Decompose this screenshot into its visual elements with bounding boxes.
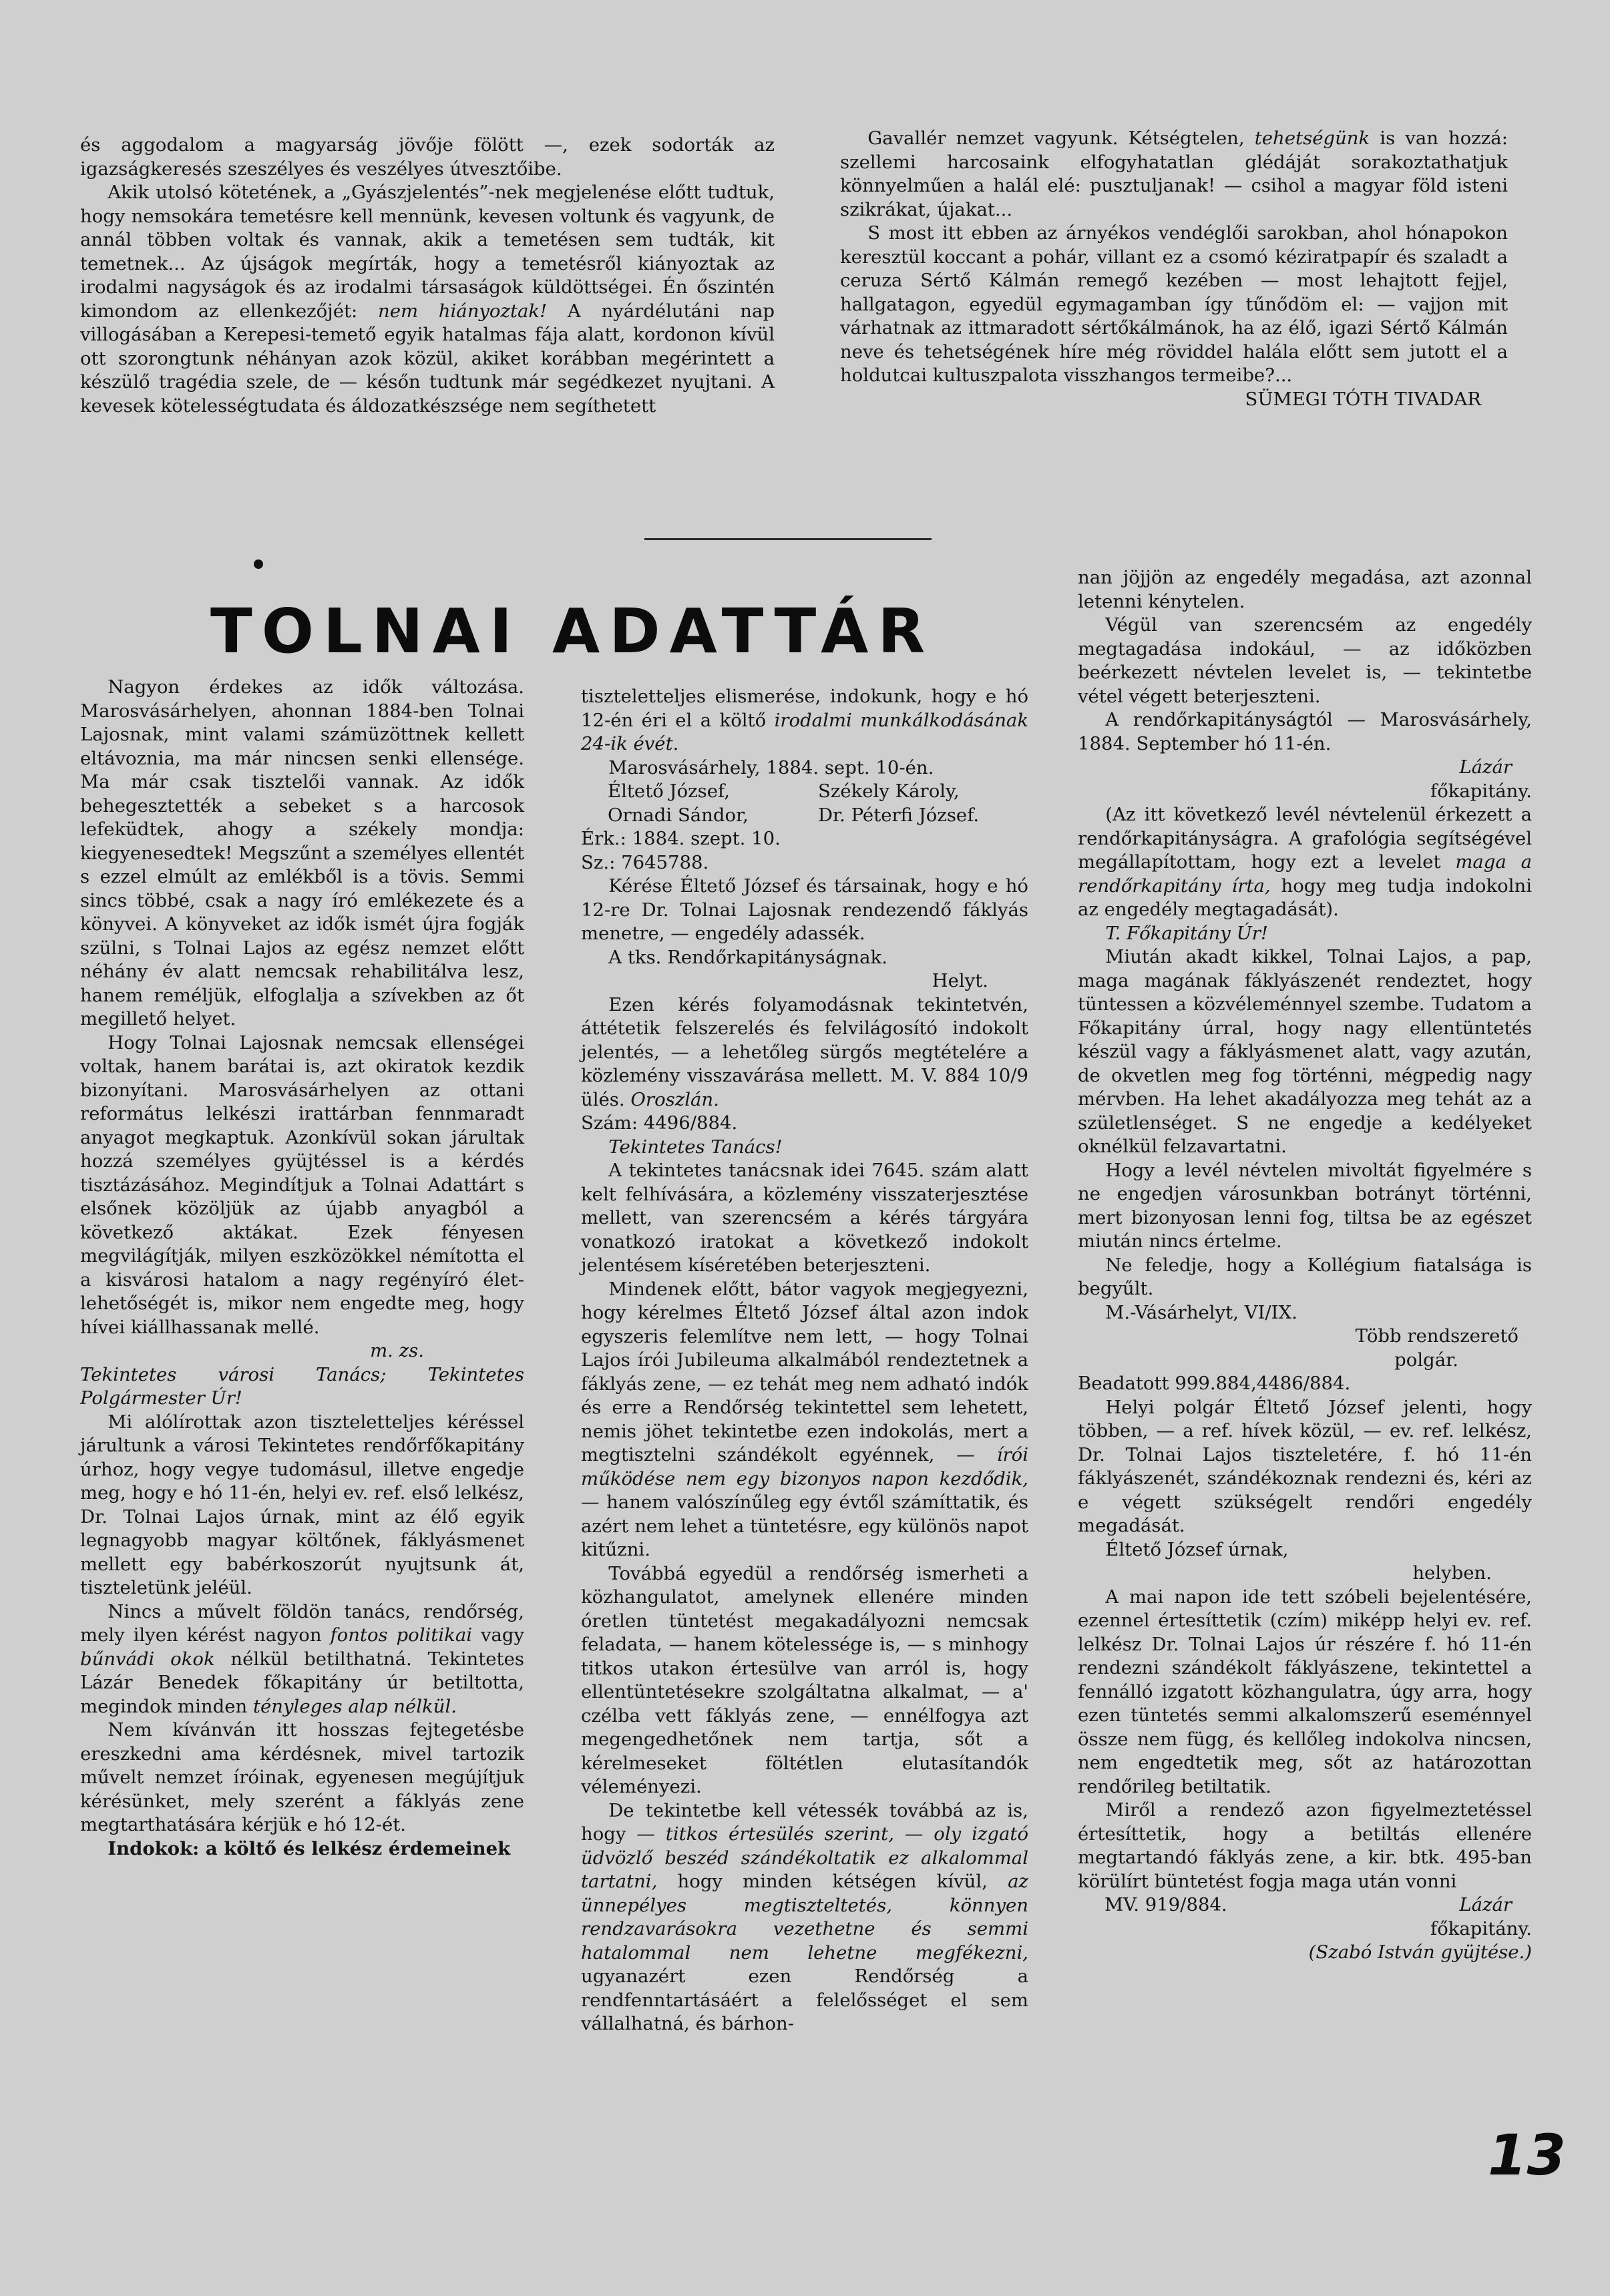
paragraph: S most itt ebben az árnyékos vendéglői sarokban, ahol hónapokon keresztül koccant a pohár, villant ez a csomó kéziratpapír és szaladt a ceruza Sértő Kálmán remegő kezében — most lehajtott fejjel, hallgatagon, egyedül egymagamban így tűnődöm el: — vajjon mit várhatnak az ittmaradott sértőkálmánok, ha az élő, igazi Sértő Kálmán neve és tehetségének híre még röviddel halála előtt sem jutott el a holdutcai kultuszpalota visszhangos termeibe?... [840,222,1508,386]
addressee-line: Éltető József úrnak, [1105,1538,1289,1560]
author-signature: SÜMEGI TÓTH TIVADAR [1245,388,1481,410]
paragraph: Akik utolsó kötetének, a „Gyászjelentés”-nek megjelenése előtt tudtuk, hogy nemsokára temetésre kell mennünk, kevesen voltunk és vagyunk, de annál többen voltak és vannak, akik a temetésen sem tudták, kit temetnek... Az újságok megírták, hogy a temetésről kiányoztak az irodalmi nagyságok és az irodalmi társaságok küldöttségei. Én őszintén kimondom az ellenkezőjét: nem hiányoztak! A nyárdélutáni nap villogásában a Kerepesi-temető egyik hatalmas fája alatt, kordonon kívül ott szorongtunk néhányan azok közül, akiket korábban megérintett a készülő tragédia szele, de — későn tudtunk már segédkezet nyujtani. A kevesek kötelességtudata és áldozatkészsége nem segíthetett [80,182,775,417]
section-divider [644,538,932,540]
date-line: Marosvásárhely, 1884. sept. 10-én. [608,756,934,778]
closing-signature-row [1078,1893,1532,1917]
paragraph: Indokok: a költő és lelkész érdemeinek [108,1837,511,1859]
page-number: 13 [1488,2122,1566,2188]
paragraph: és aggodalom a magyarság jövője fölött —, ezek sodorták az igazságkeresés szeszélyes és veszélyes útvesztőibe. [80,134,775,180]
paragraph: Nincs a művelt földön tanács, rendőrség, mely ilyen kérést nagyon fontos politikai vagy bűnvádi okok nélkül betilthatná. Tekintetes Lázár Benedek főkapitány úr betiltotta, megindok minden tényleges alap nélkül. [80,1600,525,1717]
paragraph: Hogy a levél névtelen mivoltát figyelmére s ne engedjen városunkban botrányt történni, mert bizonyosan lenni fog, tiltsa be az egészet miután nincs értelme. [1078,1159,1532,1252]
editor-initials: m. zs. [370,1340,424,1361]
paragraph: A mai napon ide tett szóbeli bejelentésére, ezennel értesíttetik (czím) miképp helyi ev. ref. lelkész Dr. Tolnai Lajos úr részére f. hó 11-én rendezni szándékolt fáklyászene, tekintettel a fennálló izgatott közhangulatra, úgy arra, hogy ezen tüntetés semmi alkalomszerű eseménnyel össze nem függ, és kellőleg indokolva nincsen, nem engedtetik meg, sőt az határozottan rendőrileg betiltatik. [1078,1586,1532,1797]
paragraph: Miután akadt kikkel, Tolnai Lajos, a pap, maga magának fáklyászenét rendeztet, hogy tüntessen a közvéleménnyel szembe. Tudatom a Főkapitány úrral, hogy nagy ellentüntetés készül vagy a fáklyásmenet alatt, vagy azután, de okvetlen meg fog történni, mégpedig nagy mérvben. Ha lehet akadályozza meg tehát az a születlenséget. S ne engedje a kedélyeket oknélkül felzavartatni. [1078,946,1532,1157]
number-line: Beadatott 999.884,4486/884. [1078,1373,1351,1394]
section-heading: TOLNAI ADATTÁR [210,596,935,667]
signatory: Székely Károly, [818,780,960,802]
signatory: Éltető József, [608,780,730,802]
paragraph: Miről a rendező azon figyelmeztetéssel értesíttetik, hogy a betiltás ellenére megtartandó fáklyás zene, a kir. btk. 495-ban körülírt büntetést fogja maga után vonni [1078,1799,1532,1892]
paragraph: Továbbá egyedül a rendőrség ismerheti a közhangulatot, amelynek ellenére minden óretlen tüntetést megakadályozni nemcsak feladata, — hanem kötelessége is, — s minhogy titkos utakon értesülve van arról is, hogy ellentüntetésekre szolgáltatna alkalmat, — a' czélba vett fáklyás zene, — ennélfogya azt megengedhetőnek nem tartja, sőt a kérelmeseket föltétlen elutasítandók véleményezi. [581,1562,1028,1797]
signature-title: főkapitány. [1430,1917,1532,1939]
addressee-place: helyben. [1412,1562,1492,1584]
paragraph: (Az itt következő levél névtelenül érkezett a rendőrkapitányságra. A grafológia segítségével megállapítottam, hogy ezt a levelet maga a rendőrkapitány írta, hogy meg tudja indokolni az engedély megtagadását). [1078,804,1533,920]
paragraph: Ne feledje, hogy a Kollégium fiatalsága is begyűlt. [1078,1254,1532,1299]
signatories [581,780,1028,827]
letter-salutation: Tekintetes Tanács! [608,1136,783,1158]
paragraph: De tekintetbe kell vétessék továbbá az is, hogy — titkos értesülés szerint, — oly izgató üdvözlő beszéd szándékoltatik ez alkalommal tartatni, hogy minden kétségen kívül, az ünnepélyes megtiszteltetés, könnyen rendzavarásokra vezethetne és semmi hatalommal nem lehetne megfékezni, ugyanazért ezen Rendőrség a rendfenntartásáért a felelősséget el sem vállalhatná, és bárhon- [581,1799,1029,2034]
letter-salutation: Tekintetes városi Tanács; Tekintetes Polgármester Úr! [80,1363,524,1409]
paragraph: tiszteletteljes elismerése, indokunk, hogy e hó 12-én éri el a költő irodalmi munkálkodásának 24-ik évét. [581,686,1028,754]
paragraph: Végül van szerencsém az engedély megtagadása indokául, — az időközben beérkezett névtelen levelet is, — tekintetbe vétel végett beterjeszteni. [1078,614,1532,707]
paragraph: Helyi polgár Éltető József jelenti, hogy többen, — a ref. hívek közül, — ev. ref. lelkész, Dr. Tolnai Lajos tiszteletére, f. hó 11-én fáklyászenét, szándékoznak rendezni és, kéri az e végett szükségelt rendőri engedély megadását. [1078,1396,1532,1536]
paragraph: A tks. Rendőrkapitányságnak. [608,946,887,968]
paragraph: nan jöjjön az engedély megadása, azt azonnal letenni kénytelen. [1078,567,1532,612]
article-column-2 [581,685,1028,2036]
signature-title: főkapitány. [1430,780,1532,802]
article-column-3 [1078,566,1532,1965]
paragraph: Hogy Tolnai Lajosnak nemcsak ellenségei voltak, hanem barátai is, azt okiratok kezdik bizonyítani. Marosvásárhelyen az ottani református lelkészi irattárban fennmaradt anyagot megkaptuk. Azonkívül sokan járultak hozzá személyes gyüjtéssel is a kérdés tisztázásához. Megindítjuk a Tolnai Adattárt s elsőnek közöljük az újabb anyagból a következő aktákat. Ezek fényesen megvilágítják, milyen eszközökkel némította el a kisvárosi hatalom a nagy regényíró élet-lehetőségét is, mikor nem engedte meg, hogy hívei kiállhassanak mellé. [80,1031,524,1338]
paragraph: Nagyon érdekes az idők változása. Marosvásárhelyen, ahonnan 1884-ben Tolnai Lajosnak, mint valami számüzöttnek kellett eltávoznia, ma már nincsen senki ellensége. Ma már csak tisztelői vannak. Az idők behegesztették a sebeket s a harcosok lefeküdtek, ahogy a székely mondja: kiegyenesedtek! Megszűnt a személyes ellentét s ezzel elmúlt az emlékből is a tövis. Semmi sincs többé, csak a nagy író emlékezete és a könyvei. A könyveket az idők ismét újra fogják szülni, s Tolnai Lajos az egész nemzet előtt néhány év alatt nemcsak rehabilitálva lesz, hanem reméljük, elfoglalja a szívekben az őt megillető helyet. [80,676,524,1029]
paragraph: A tekintetes tanácsnak idei 7645. szám alatt kelt felhívására, a közlemény visszaterjesztése mellett, van szerencsém a kérés tárgyára vonatkozó iratokat a következő indokolt jelentésem kíséretében beterjeszteni. [581,1160,1028,1276]
signature-name: Lázár [1459,756,1512,778]
place-date-line: M.-Vásárhelyt, VI/IX. [1105,1301,1297,1323]
number-line: Szám: 4496/884. [581,1112,738,1134]
number-line: Sz.: 7645788. [581,851,709,873]
paragraph: Gavallér nemzet vagyunk. Kétségtelen, tehetségünk is van hozzá: szellemi harcosaink elfogyhatatlan glédáját sorakoztathatjuk könnyelműen a halál elé: pusztuljanak! — csihol a magyar föld isteni szikrákat, újakat... [840,128,1508,220]
paragraph: Mindenek előtt, bátor vagyok megjegyezni, hogy kérelmes Éltető József által azon indok egyszeris felemlítve nem lett, — hogy Tolnai Lajos írói Jubileuma alkalmából rendeztetnek a fáklyás zene, — ez tehát meg nem adható indók és erre a Rendőrség tekintettel sem lehetett, nemis jöhet tekintetbe ezen indokolás, mert a megtisztelni szándékolt egyénnek, — írói működése nem egy bizonyos napon kezdődik, — hanem valószínűleg egy évtől számíttatik, és azért nem lehet a tüntetésre, egy különös napot kitűzni. [581,1278,1028,1560]
paragraph: Nem kívánván itt hosszas fejtegetésbe ereszkedni ama kérdésnek, mivel tartozik művelt nemzet íróinak, egyenesen megújítjuk kérésünket, mely szerént a fáklyás zene megtarthatására kérjük e hó 12-ét. [80,1719,524,1835]
intro-column-right [840,127,1508,411]
collection-credit: (Szabó István gyüjtése.) [1308,1941,1532,1963]
bullet-dot-icon [254,559,263,569]
signature-name: Lázár [1459,1894,1512,1915]
paragraph: A rendőrkapitányságtól — Marosvásárhely, 1884. September hó 11-én. [1078,709,1532,754]
article-column-1 [80,676,524,1861]
received-line: Érk.: 1884. szept. 10. [581,828,781,849]
intro-column-left [80,134,775,418]
number-line: MV. 919/884. [1104,1894,1227,1915]
signature-title: polgár. [1394,1349,1458,1371]
paragraph: Ezen kérés folyamodásnak tekintetvén, áttétetik felszerelés és felvilágosító indokolt jelentés, — a lehetőleg sürgős megtételére a közlemény visszavárása mellett. M. V. 884 10/9 ülés. Oroszlán. [581,993,1028,1110]
paragraph: Kérése Éltető József és társainak, hogy e hó 12-re Dr. Tolnai Lajosnak rendezendő fáklyás menetre, — engedély adassék. [581,875,1028,944]
signatory: Ornadi Sándor, [608,804,749,826]
signature-name: Több rendszerető [1355,1325,1519,1347]
paragraph: Mi alólírottak azon tiszteletteljes kéréssel járultunk a városi Tekintetes rendőrfőkapitány úrhoz, hogy vegye tudomásul, illetve engedje meg, hogy e hó 11-én, helyi ev. ref. első lelkész, Dr. Tolnai Lajos úrnak, mint az élő egyik legnagyobb magyar költőnek, fáklyásmenet mellett egy babérkoszorút nyujtsunk át, tiszteletünk jeléül. [80,1411,524,1598]
signature-line: Helyt. [932,970,988,991]
signatory: Dr. Péterfi József. [818,804,980,826]
letter-salutation: T. Főkapitány Úr! [1105,922,1268,944]
